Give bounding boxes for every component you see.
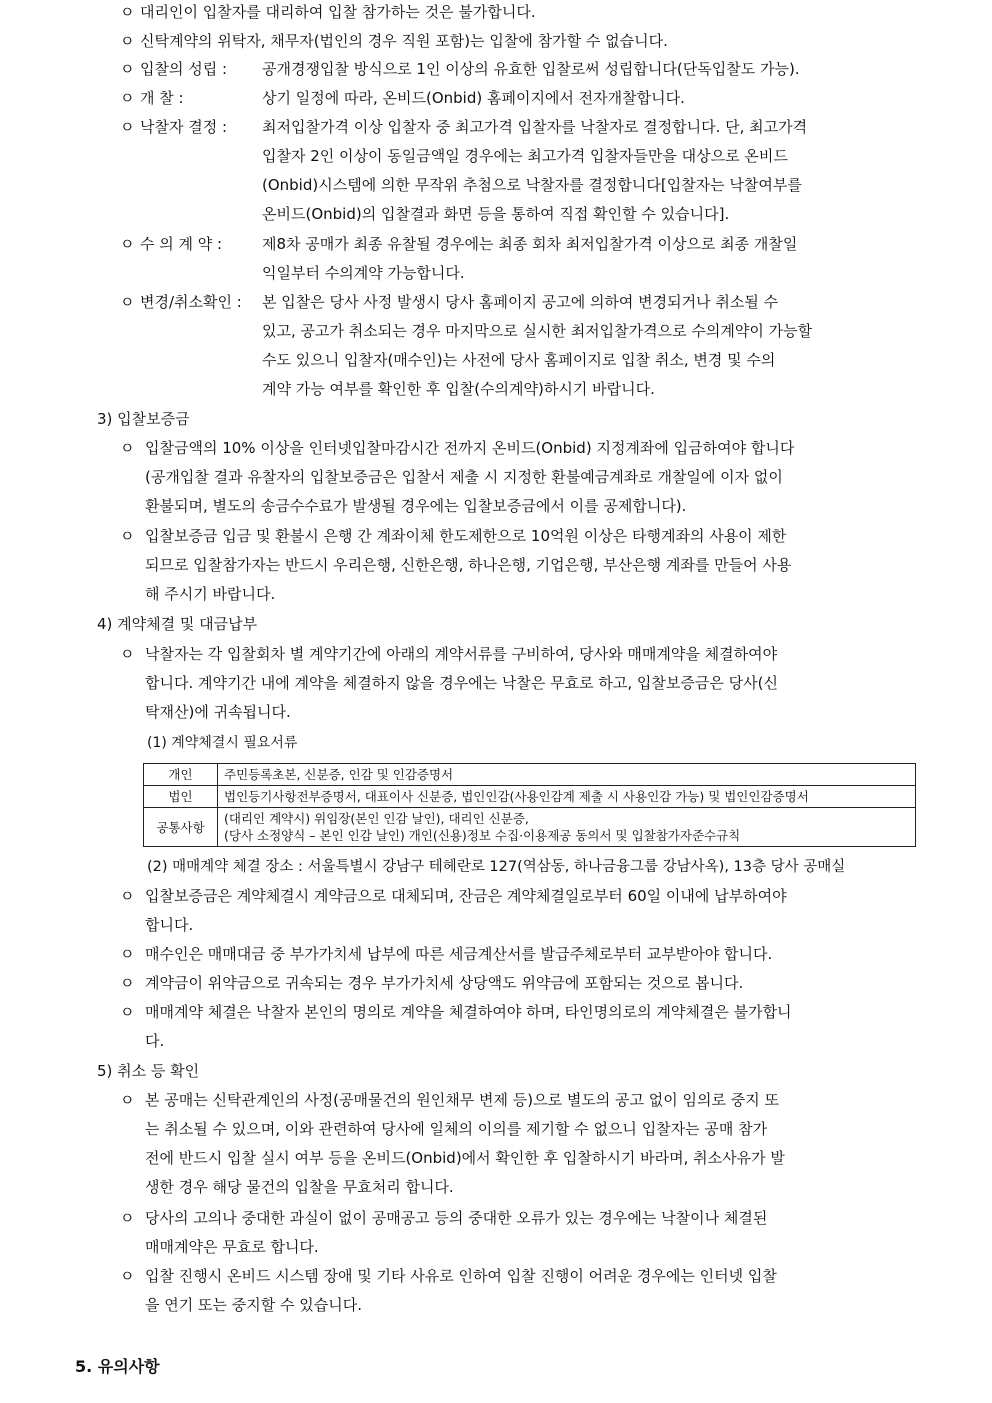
- table-cell-header: 법인: [144, 786, 218, 808]
- contract-place: (2) 매매계약 체결 장소 : 서울특별시 강남구 테헤란로 127(역삼동, 하나금융그룹 강남사옥), 13층 당사 공매실: [147, 859, 846, 875]
- bullet-icon: ㅇ: [120, 974, 135, 992]
- bullet-icon: ㅇ: [120, 3, 135, 21]
- rule-label: 수 의 계 약 :: [140, 235, 223, 253]
- bullet-icon: ㅇ: [120, 235, 135, 253]
- rule-opening: [0, 84, 992, 114]
- table-row: [144, 808, 916, 847]
- table-row: [144, 764, 916, 786]
- bullet-icon: ㅇ: [120, 439, 135, 457]
- rule-establish: [0, 55, 992, 85]
- bullet-icon: ㅇ: [120, 118, 135, 136]
- table-cell-header: 공통사항: [144, 808, 218, 847]
- rule-trust: [0, 27, 992, 57]
- section-heading-contract: 4) 계약체결 및 대금납부: [97, 615, 258, 633]
- section-heading-cancel: 5) 취소 등 확인: [97, 1062, 200, 1080]
- rule-proxy: [0, 0, 992, 28]
- bullet-icon: ㅇ: [120, 293, 135, 311]
- bullet-icon: ㅇ: [120, 887, 135, 905]
- rule-label: 개 찰 :: [140, 89, 184, 107]
- rule-text: 있고, 공고가 취소되는 경우 마지막으로 실시한 최저입찰가격으로 수의계약이 가능할: [262, 322, 813, 340]
- table-cell-header: 개인: [144, 764, 218, 786]
- rule-text: 익일부터 수의계약 가능합니다.: [262, 264, 465, 282]
- rule-text: 신탁계약의 위탁자, 채무자(법인의 경우 직원 포함)는 입찰에 참가할 수 없습니다.: [140, 32, 668, 50]
- rule-label: 낙찰자 결정 :: [140, 118, 228, 136]
- cancel-item-3: ㅇ 입찰 진행시 온비드 시스템 장애 및 기타 사유로 인하여 입찰 진행이 어려운 경우에는 인터넷 입찰 을 연기 또는 중지할 수 있습니다.: [0, 1262, 992, 1322]
- rule-negotiated: [0, 230, 992, 290]
- deposit-item-1: ㅇ 입찰금액의 10% 이상을 인터넷입찰마감시간 전까지 온비드(Onbid) 지정계좌에 입금하여야 합니다 (공개입찰 결과 유찰자의 입찰보증금은 입찰서 제출 시 지정한 환불예금계좌로 개찰일에 이자 없이 환불되며, 별도의 송금수수료가 발생될 경우에는 입찰보증금에서 이를 공제합니다).: [0, 434, 992, 524]
- bullet-icon: ㅇ: [120, 1003, 135, 1021]
- rule-change: [0, 288, 992, 408]
- cancel-item-1: ㅇ 본 공매는 신탁관계인의 사정(공매물건의 원인채무 변제 등)으로 별도의 공고 없이 임의로 중지 또 는 취소될 수 있으며, 이와 관련하여 당사에 일체의 이의를 제기할 수 없으니 입찰자는 공매 참가 전에 반드시 입찰 실시 여부 등을 온비드(Onbid)에서 확인한 후 입찰하시기 바라며, 취소사유가 발 생한 경우 해당 물건의 입찰을 무효처리 합니다.: [0, 1086, 992, 1206]
- rule-text: 대리인이 입찰자를 대리하여 입찰 참가하는 것은 불가합니다.: [140, 3, 536, 21]
- deposit-item-2: ㅇ 입찰보증금 입금 및 환불시 은행 간 계좌이체 한도제한으로 10억원 이상은 타행계좌의 사용이 제한 되므로 입찰참가자는 반드시 우리은행, 신한은행, 하나은행, 기업은행, 부산은행 계좌를 만들어 사용 해 주시기 바랍니다.: [0, 522, 992, 612]
- rule-text: 입찰자 2인 이상이 동일금액일 경우에는 최고가격 입찰자들만을 대상으로 온비드: [262, 147, 788, 165]
- cancel-item-2: ㅇ 당사의 고의나 중대한 과실이 없이 공매공고 등의 중대한 오류가 있는 경우에는 낙찰이나 체결된 매매계약은 무효로 합니다.: [0, 1204, 992, 1264]
- bullet-icon: ㅇ: [120, 1209, 135, 1227]
- rule-text: 상기 일정에 따라, 온비드(Onbid) 홈페이지에서 전자개찰합니다.: [262, 89, 685, 107]
- rule-text: 최저입찰가격 이상 입찰자 중 최고가격 입찰자를 낙찰자로 결정합니다. 단, 최고가격: [262, 118, 808, 136]
- rule-label: 입찰의 성립 :: [140, 60, 228, 78]
- bullet-icon: ㅇ: [120, 89, 135, 107]
- rule-text: 온비드(Onbid)의 입찰결과 화면 등을 통하여 직접 확인할 수 있습니다].: [262, 205, 730, 223]
- rule-text: 공개경쟁입찰 방식으로 1인 이상의 유효한 입찰로써 성립합니다(단독입찰도 가능).: [262, 60, 800, 78]
- bullet-icon: ㅇ: [120, 945, 135, 963]
- contract-item-3: ㅇ 매수인은 매매대금 중 부가가치세 납부에 따른 세금계산서를 발급주체로부터 교부받아야 합니다.: [0, 940, 992, 970]
- table-row: [144, 786, 916, 808]
- contract-item-5: ㅇ 매매계약 체결은 낙찰자 본인의 명의로 계약을 체결하여야 하며, 타인명의로의 계약체결은 불가합니 다.: [0, 998, 992, 1058]
- rule-text: 제8차 공매가 최종 유찰될 경우에는 최종 회차 최저입찰가격 이상으로 최종 개찰일: [262, 235, 798, 253]
- rule-text: 계약 가능 여부를 확인한 후 입찰(수의계약)하시기 바랍니다.: [262, 380, 655, 398]
- table-cell: (대리인 계약시) 위임장(본인 인감 날인), 대리인 신분증, (당사 소정양식 – 본인 인감 날인) 개인(신용)정보 수집·이용제공 동의서 및 입찰참가자준수규칙: [218, 808, 916, 847]
- bullet-icon: ㅇ: [120, 60, 135, 78]
- contract-item-4: ㅇ 계약금이 위약금으로 귀속되는 경우 부가가치세 상당액도 위약금에 포함되는 것으로 봅니다.: [0, 969, 992, 999]
- bullet-icon: ㅇ: [120, 645, 135, 663]
- rule-text: 수도 있으니 입찰자(매수인)는 사전에 당사 홈페이지로 입찰 취소, 변경 및 수의: [262, 351, 776, 369]
- rule-text: (Onbid)시스템에 의한 무작위 추첨으로 낙찰자를 결정합니다[입찰자는 낙찰여부를: [262, 176, 802, 194]
- section-heading-deposit: 3) 입찰보증금: [97, 410, 190, 428]
- bullet-icon: ㅇ: [120, 527, 135, 545]
- contract-item-1: ㅇ 낙찰자는 각 입찰회차 별 계약기간에 아래의 계약서류를 구비하여, 당사와 매매계약을 체결하여야 합니다. 계약기간 내에 계약을 체결하지 않을 경우에는 낙찰은 무효로 하고, 입찰보증금은 당사(신 탁재산)에 귀속됩니다.: [0, 640, 992, 730]
- section-heading-notes: 5. 유의사항: [75, 1357, 160, 1376]
- bullet-icon: ㅇ: [120, 1091, 135, 1109]
- bullet-icon: ㅇ: [120, 32, 135, 50]
- required-docs-heading: (1) 계약체결시 필요서류: [147, 735, 298, 751]
- rule-winner: [0, 113, 992, 233]
- table-cell: 법인등기사항전부증명서, 대표이사 신분증, 법인인감(사용인감계 제출 시 사용인감 가능) 및 법인인감증명서: [218, 786, 916, 808]
- contract-item-2: ㅇ 입찰보증금은 계약체결시 계약금으로 대체되며, 잔금은 계약체결일로부터 60일 이내에 납부하여야 합니다.: [0, 882, 992, 942]
- required-docs-table: [143, 763, 916, 847]
- bullet-icon: ㅇ: [120, 1267, 135, 1285]
- table-cell: 주민등록초본, 신분증, 인감 및 인감증명서: [218, 764, 916, 786]
- rule-label: 변경/취소확인 :: [140, 293, 242, 311]
- rule-text: 본 입찰은 당사 사정 발생시 당사 홈페이지 공고에 의하여 변경되거나 취소될 수: [262, 293, 779, 311]
